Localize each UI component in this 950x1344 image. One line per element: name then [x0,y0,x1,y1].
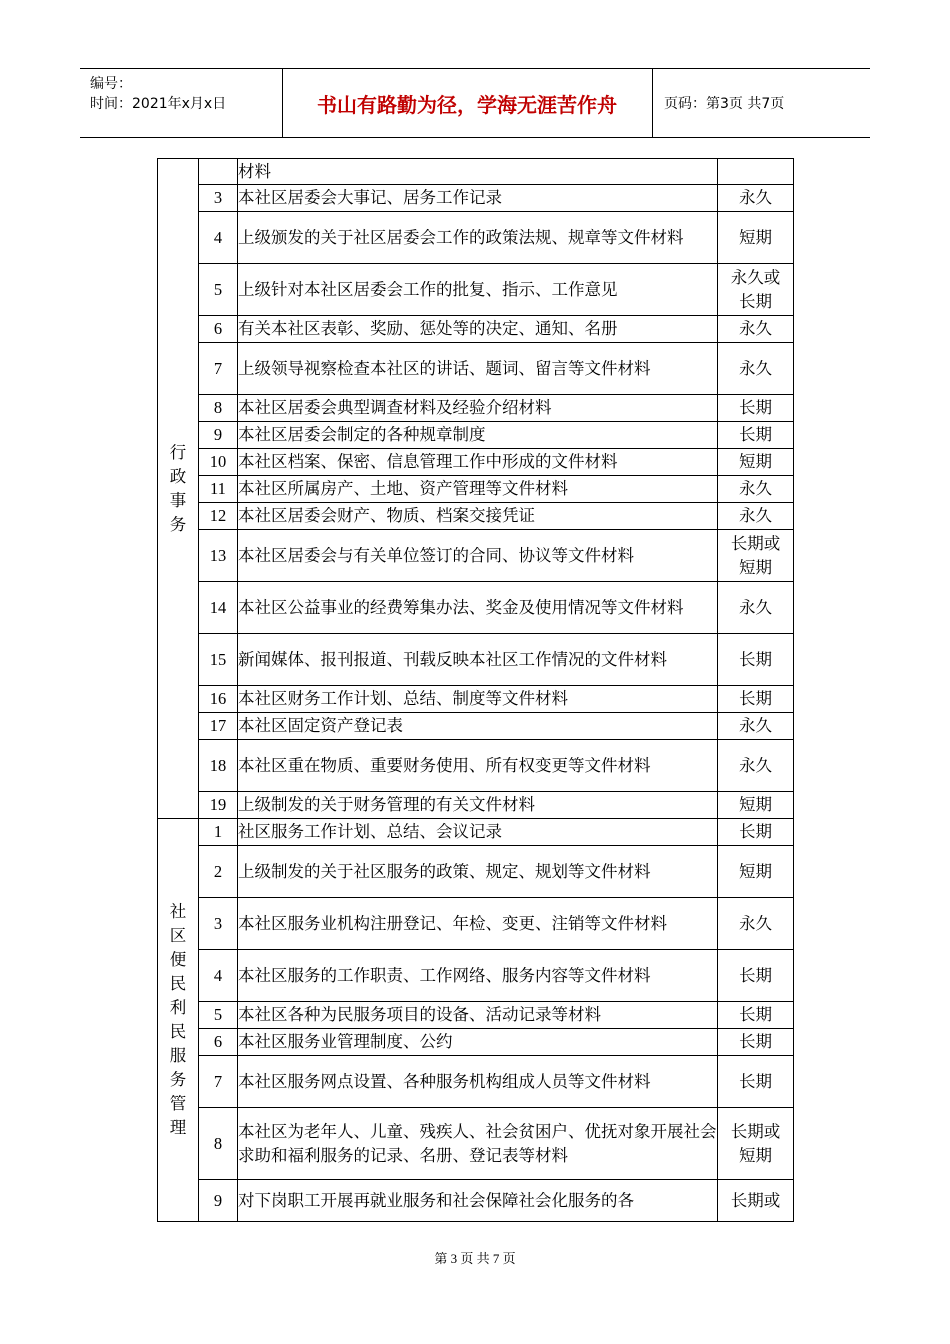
row-description: 本社区居委会与有关单位签订的合同、协议等文件材料 [238,530,718,582]
table-row [158,264,794,316]
table-row [158,159,794,185]
table-row [158,476,794,503]
row-number: 1 [199,819,238,846]
row-retention-term: 长期或短期 [718,1108,794,1180]
row-number: 4 [199,212,238,264]
table-row [158,1002,794,1029]
row-description: 本社区服务网点设置、各种服务机构组成人员等文件材料 [238,1056,718,1108]
table-row [158,713,794,740]
row-number: 6 [199,1029,238,1056]
row-description: 本社区居委会大事记、居务工作记录 [238,185,718,212]
row-description: 本社区居委会财产、物质、档案交接凭证 [238,503,718,530]
table-row [158,503,794,530]
table-row [158,846,794,898]
row-retention-term: 长期或短期 [718,530,794,582]
table-row [158,1029,794,1056]
row-description: 本社区服务业机构注册登记、年检、变更、注销等文件材料 [238,898,718,950]
row-retention-term: 长期 [718,634,794,686]
row-description: 本社区各种为民服务项目的设备、活动记录等材料 [238,1002,718,1029]
page-footer: 第 3 页 共 7 页 [434,1251,516,1266]
row-number: 18 [199,740,238,792]
row-description: 本社区公益事业的经费筹集办法、奖金及使用情况等文件材料 [238,582,718,634]
table-row [158,898,794,950]
row-retention-term: 永久 [718,503,794,530]
table-row [158,740,794,792]
row-description: 上级制发的关于社区服务的政策、规定、规划等文件材料 [238,846,718,898]
row-retention-term: 永久 [718,713,794,740]
row-retention-term: 永久 [718,740,794,792]
row-retention-term: 短期 [718,792,794,819]
row-retention-term: 长期 [718,819,794,846]
row-description: 本社区居委会制定的各种规章制度 [238,422,718,449]
row-number: 9 [199,422,238,449]
row-description: 上级针对本社区居委会工作的批复、指示、工作意见 [238,264,718,316]
row-description: 本社区居委会典型调查材料及经验介绍材料 [238,395,718,422]
row-description: 本社区服务业管理制度、公约 [238,1029,718,1056]
row-description: 上级制发的关于财务管理的有关文件材料 [238,792,718,819]
row-number: 3 [199,185,238,212]
table-row [158,792,794,819]
table-row [158,1180,794,1222]
row-retention-term: 短期 [718,212,794,264]
table-row [158,530,794,582]
row-description: 本社区重在物质、重要财务使用、所有权变更等文件材料 [238,740,718,792]
row-retention-term: 长期或 [718,1180,794,1222]
table-row [158,1108,794,1180]
table-row [158,950,794,1002]
row-retention-term: 长期 [718,686,794,713]
row-retention-term: 长期 [718,950,794,1002]
document-number-label: 编号： [90,76,132,92]
row-number: 19 [199,792,238,819]
row-retention-term: 永久 [718,582,794,634]
row-number: 2 [199,846,238,898]
table-row [158,395,794,422]
row-number: 8 [199,395,238,422]
row-retention-term: 长期 [718,1056,794,1108]
table-row [158,185,794,212]
table-row [158,582,794,634]
row-number: 17 [199,713,238,740]
row-number: 16 [199,686,238,713]
row-description: 上级颁发的关于社区居委会工作的政策法规、规章等文件材料 [238,212,718,264]
row-retention-term: 永久或长期 [718,264,794,316]
row-number: 14 [199,582,238,634]
table-row [158,634,794,686]
table-row [158,212,794,264]
row-retention-term: 短期 [718,449,794,476]
row-description: 上级领导视察检查本社区的讲话、题词、留言等文件材料 [238,343,718,395]
row-description: 本社区所属房产、土地、资产管理等文件材料 [238,476,718,503]
document-time-label: 时间：2021年x月x日 [90,96,227,112]
row-retention-term: 长期 [718,422,794,449]
row-number: 7 [199,1056,238,1108]
row-number: 9 [199,1180,238,1222]
archive-retention-table [157,158,794,1222]
header-meta [80,69,283,137]
row-description: 新闻媒体、报刊报道、刊载反映本社区工作情况的文件材料 [238,634,718,686]
table-row [158,316,794,343]
row-description: 社区服务工作计划、总结、会议记录 [238,819,718,846]
row-description: 有关本社区表彰、奖励、惩处等的决定、通知、名册 [238,316,718,343]
row-retention-term: 永久 [718,343,794,395]
table-row [158,819,794,846]
row-number: 5 [199,264,238,316]
row-description: 本社区档案、保密、信息管理工作中形成的文件材料 [238,449,718,476]
row-description: 本社区财务工作计划、总结、制度等文件材料 [238,686,718,713]
row-number: 8 [199,1108,238,1180]
table-row [158,686,794,713]
table-row [158,343,794,395]
row-number: 4 [199,950,238,1002]
row-retention-term: 永久 [718,185,794,212]
row-retention-term: 永久 [718,316,794,343]
section-service: 社区便民利民服务管理 [158,819,199,1222]
row-description: 本社区服务的工作职责、工作网络、服务内容等文件材料 [238,950,718,1002]
row-retention-term: 长期 [718,1029,794,1056]
row-retention-term: 长期 [718,1002,794,1029]
row-description: 本社区为老年人、儿童、残疾人、社会贫困户、优抚对象开展社会求助和福利服务的记录、名册、登记表等材料 [238,1108,718,1180]
row-number: 5 [199,1002,238,1029]
row-number: 11 [199,476,238,503]
row-description: 本社区固定资产登记表 [238,713,718,740]
row-number: 15 [199,634,238,686]
header-page-info: 页码：第3页 共7页 [664,96,785,112]
table-row [158,1056,794,1108]
row-number: 12 [199,503,238,530]
row-number: 7 [199,343,238,395]
row-retention-term: 长期 [718,395,794,422]
row-number: 3 [199,898,238,950]
row-retention-term: 永久 [718,476,794,503]
section-admin: 行政事务 [158,159,199,819]
row-retention-term: 短期 [718,846,794,898]
page-header [80,68,870,138]
table-row [158,449,794,476]
row-retention-term: 永久 [718,898,794,950]
row-description: 对下岗职工开展再就业服务和社会保障社会化服务的各 [238,1180,718,1222]
row-number [199,159,238,185]
header-motto: 书山有路勤为径，学海无涯苦作舟 [282,69,653,137]
table-row [158,422,794,449]
row-retention-term [718,159,794,185]
row-description: 材料 [238,159,718,185]
row-number: 10 [199,449,238,476]
row-number: 6 [199,316,238,343]
row-number: 13 [199,530,238,582]
